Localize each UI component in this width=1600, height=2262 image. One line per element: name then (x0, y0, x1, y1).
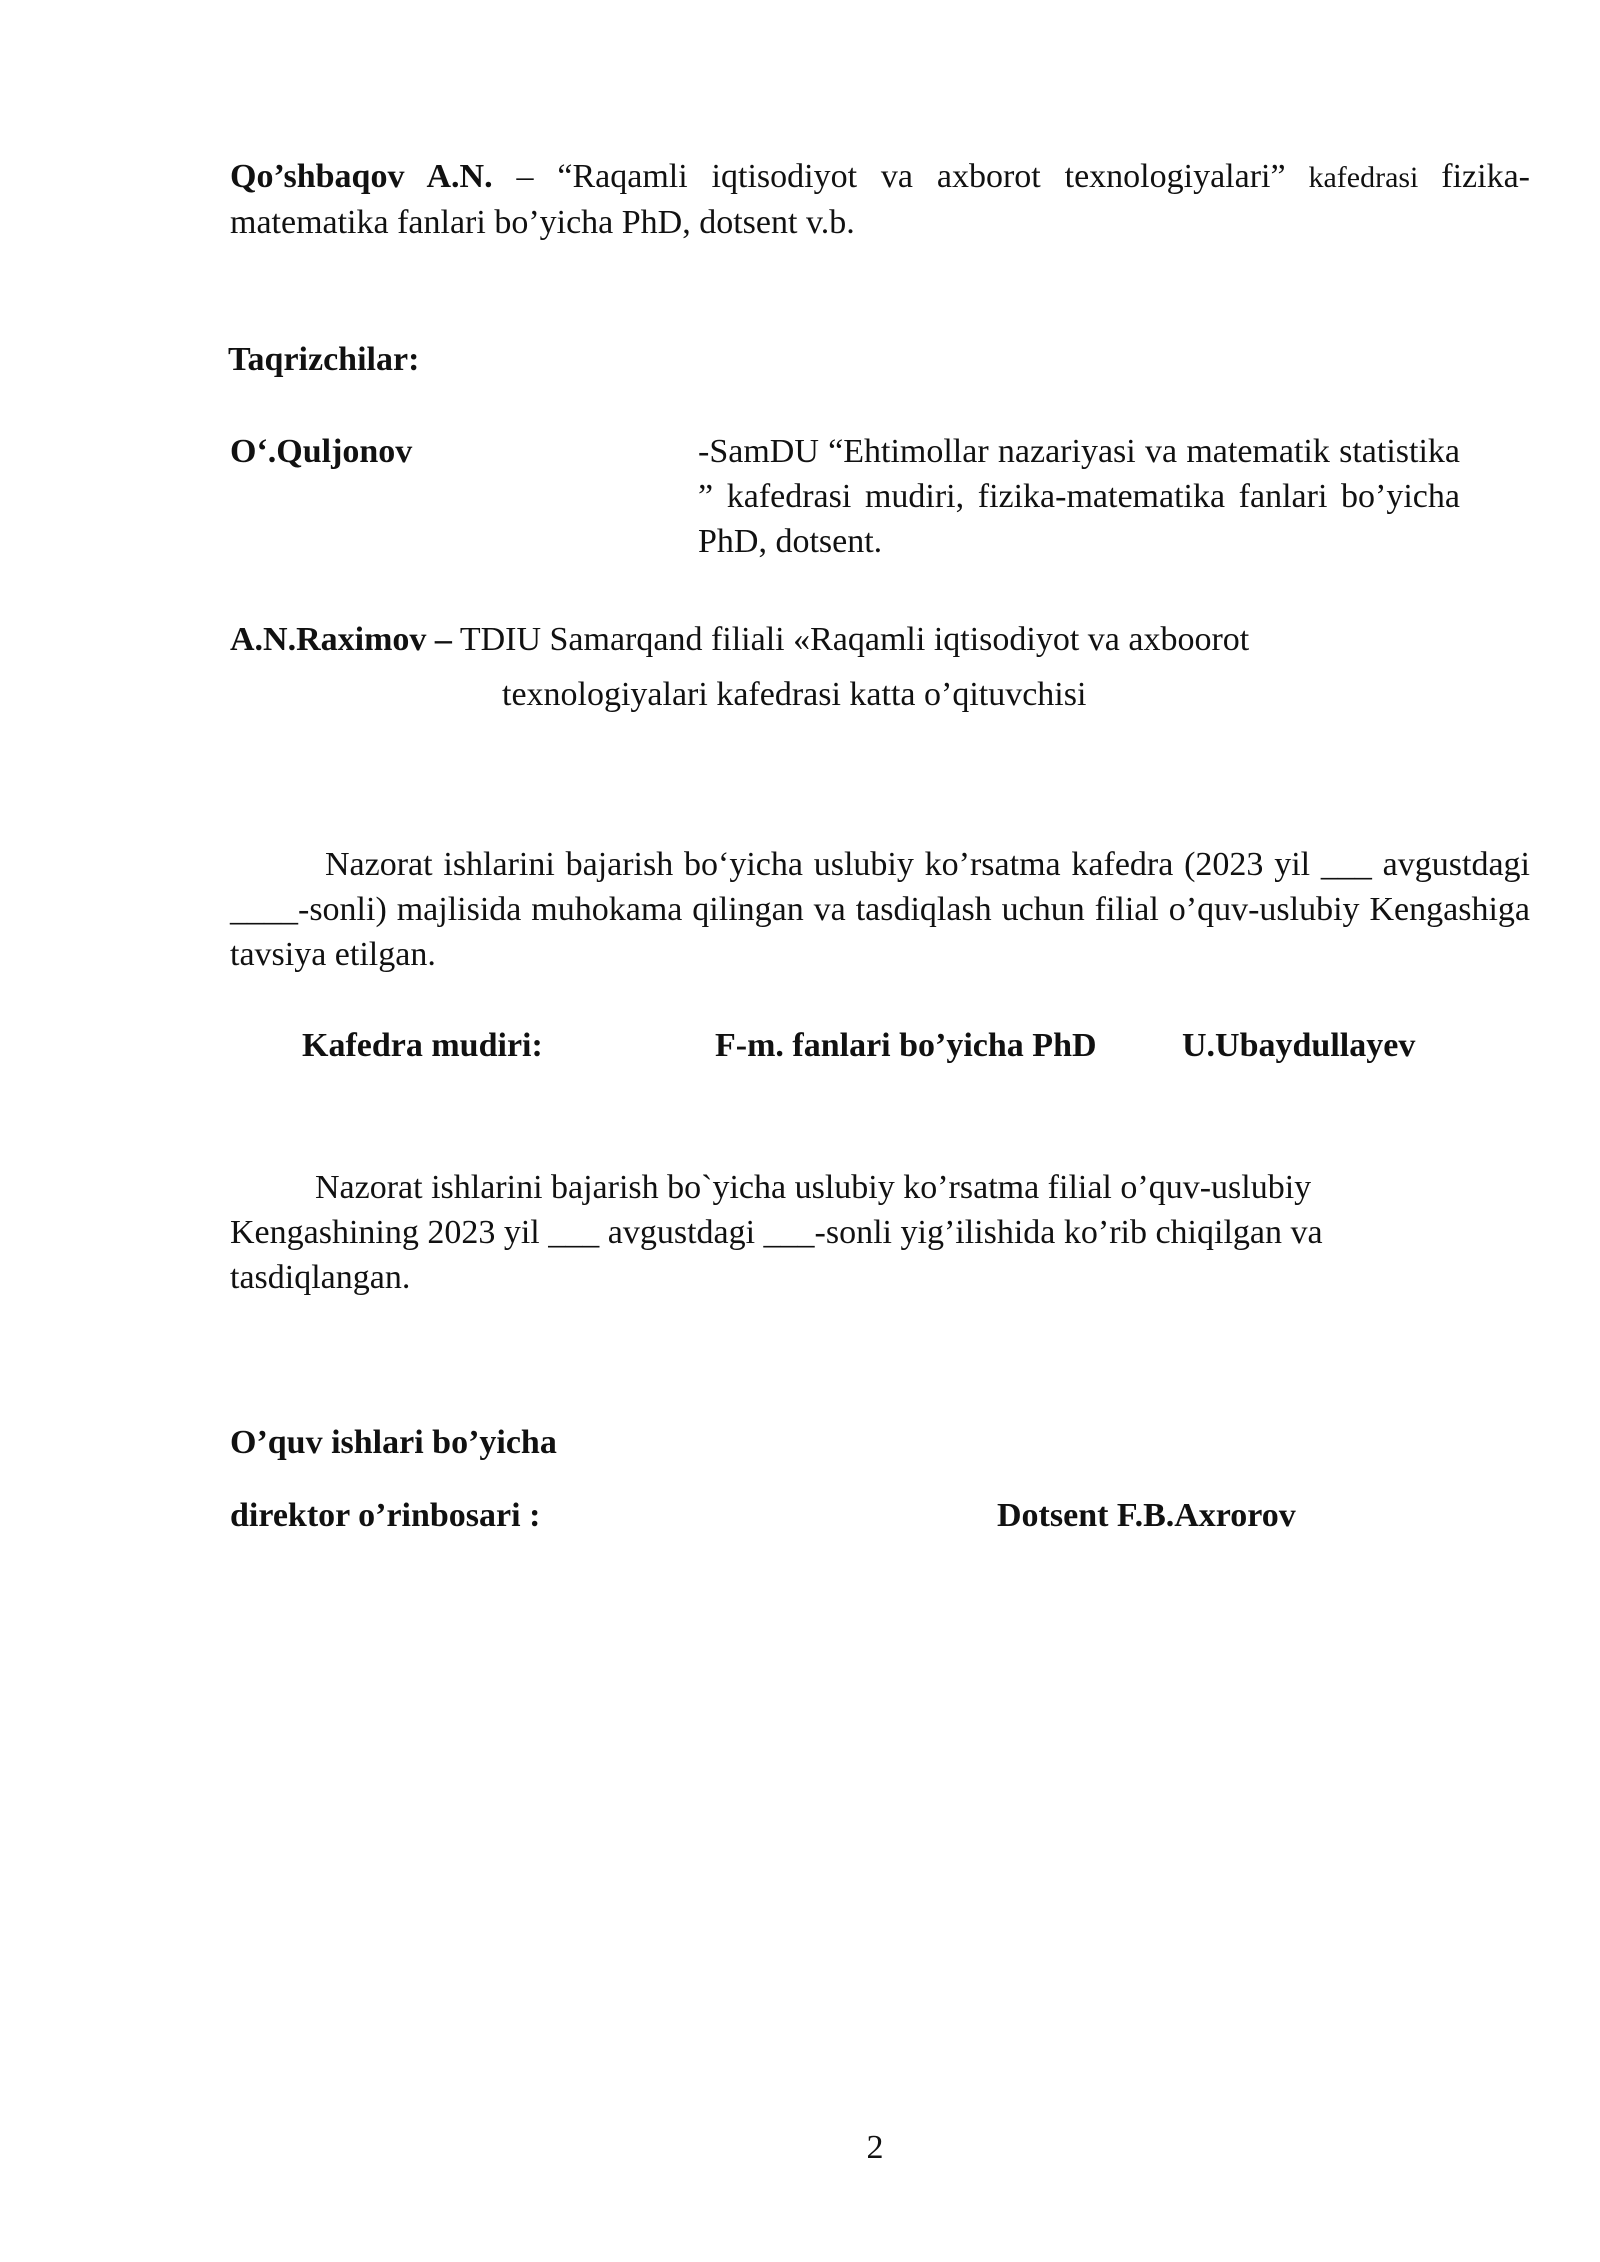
head-of-department-label: Kafedra mudiri: (302, 1027, 543, 1064)
council-approval-line-1-text: Nazorat ishlarini bajarish bo`yicha uslubiy ko’rsatma filial o’quv-uslubiy (315, 1169, 1312, 1206)
council-approval-paragraph (230, 1165, 1470, 1300)
reviewer-2-line (230, 617, 1249, 662)
author-paragraph (230, 154, 1530, 245)
author-name: Qo’shbaqov A.N. (230, 158, 493, 195)
author-department: “Raqamli iqtisodiyot va axborot texnologiyalari” (557, 158, 1286, 195)
council-approval-line-1 (230, 1165, 1470, 1210)
reviewer-1-name: O‘.Quljonov (230, 433, 413, 470)
council-approval-line-2: Kengashining 2023 yil ___ avgustdagi ___-sonli yig’ilishida ko’rib chiqilgan va (230, 1214, 1323, 1251)
reviewer-2-description-line2: texnologiyalari kafedrasi katta o’qituvchisi (502, 676, 1087, 713)
author-title: fizika-matematika fanlari bo’yicha PhD, dotsent v.b. (230, 158, 1530, 241)
reviewer-1-description: -SamDU “Ehtimollar nazariyasi va matematik statistika ” kafedrasi mudiri, fizika-matematika fanlari bo’yicha PhD, dotsent. (698, 433, 1460, 560)
deputy-director-title-line1: O’quv ishlari bo’yicha (230, 1424, 557, 1461)
council-approval-line-3: tasdiqlangan. (230, 1259, 411, 1296)
reviewer-2-description-line1: TDIU Samarqand filiali «Raqamli iqtisodiyot va axboorot (451, 621, 1250, 658)
reviewers-heading: Taqrizchilar: (228, 341, 420, 378)
author-dash: – (492, 158, 558, 195)
head-of-department-name: U.Ubaydullayev (1182, 1027, 1416, 1064)
deputy-director-title-line2: direktor o’rinbosari : (230, 1497, 541, 1534)
head-of-department-degree: F-m. fanlari bo’yicha PhD (715, 1027, 1097, 1064)
reviewer-2-name: A.N.Raximov – (230, 621, 452, 658)
author-dept-word: kafedrasi (1285, 161, 1442, 194)
page-number: 2 (866, 2129, 884, 2166)
department-approval-paragraph (230, 842, 1530, 977)
department-approval-text: Nazorat ishlarini bajarish bo‘yicha uslubiy ko’rsatma kafedra (2023 yil ___ avgustdagi ____-sonli) majlisida muhokama qilingan va tasdiqlash uchun filial o’quv-uslubiy Kengashiga tavsiya etilgan. (230, 846, 1530, 973)
deputy-director-name: Dotsent F.B.Axrorov (997, 1497, 1296, 1534)
